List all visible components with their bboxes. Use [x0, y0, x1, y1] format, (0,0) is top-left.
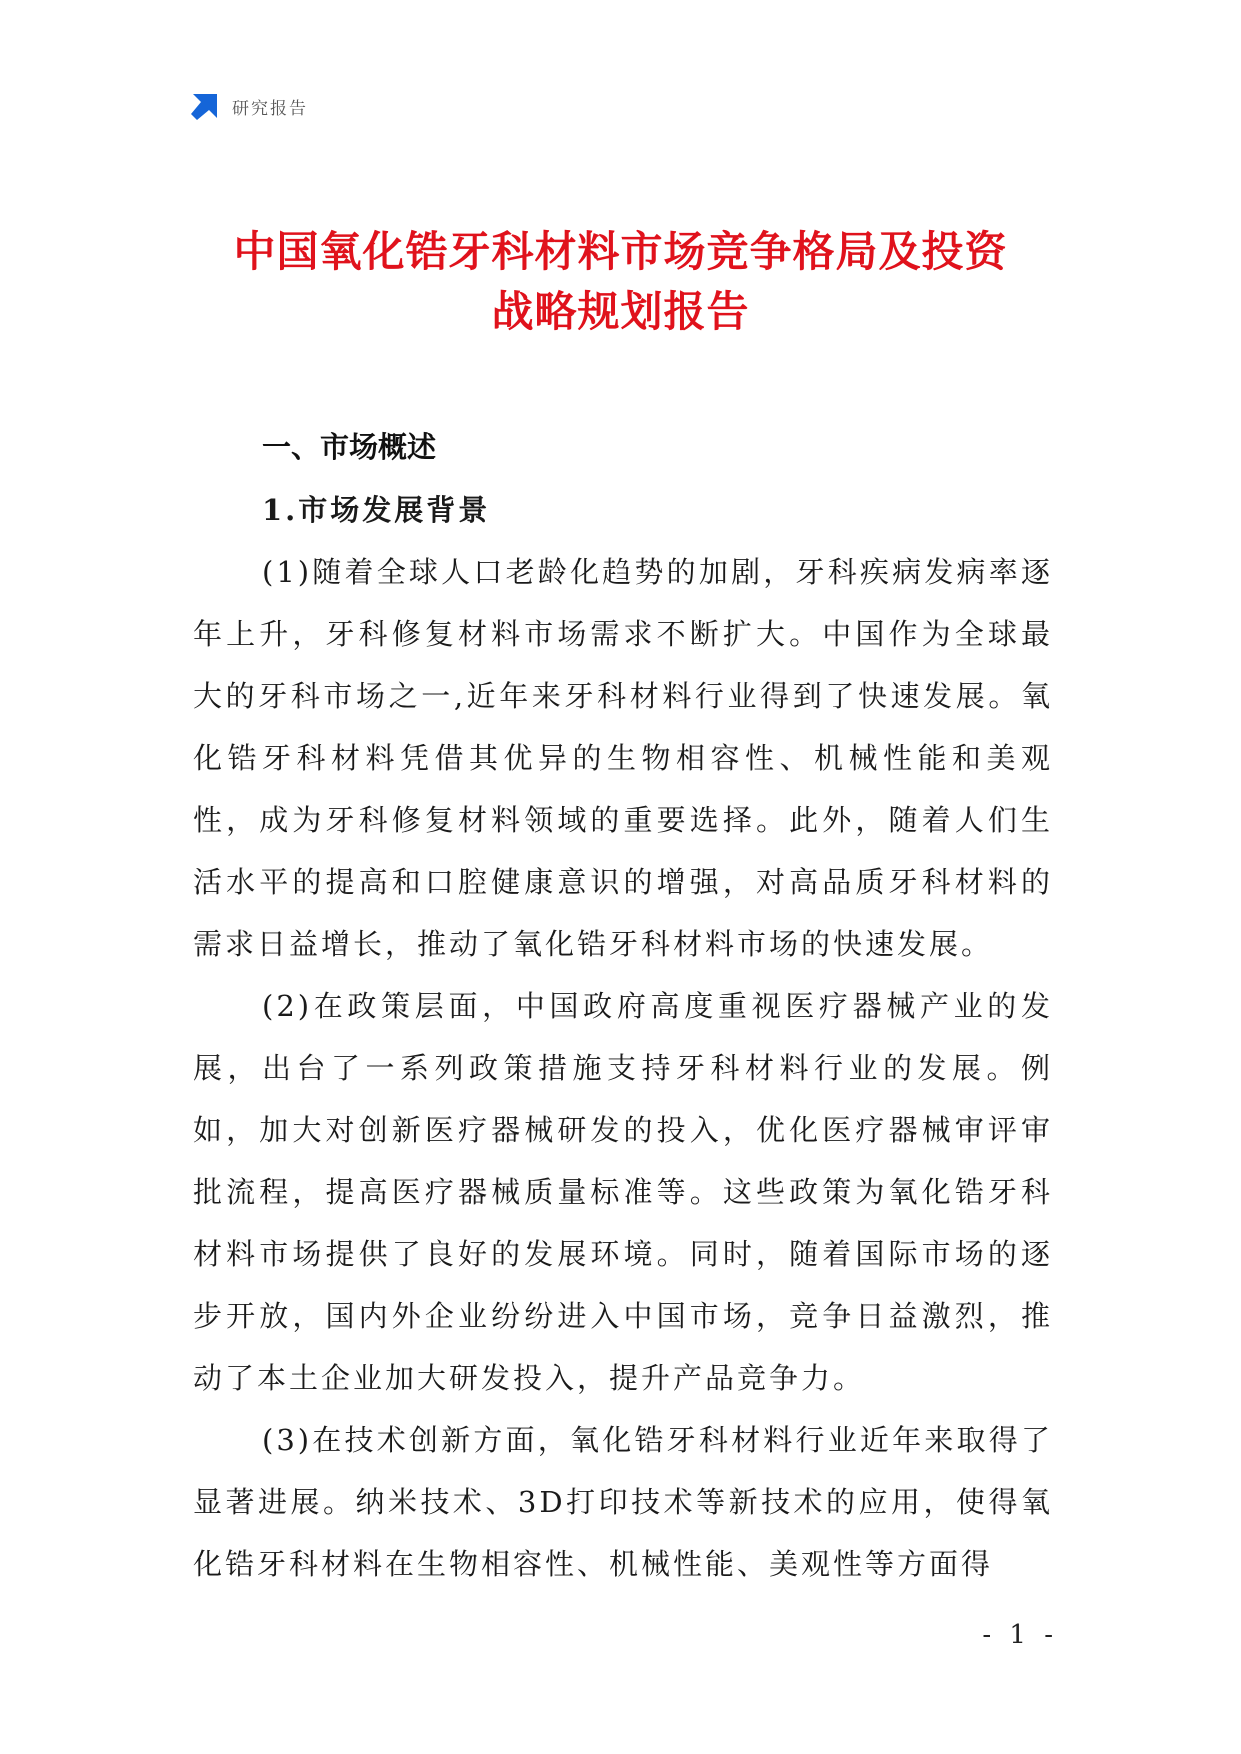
document-title: [120, 222, 1121, 342]
title-line-2: 战略规划报告: [491, 287, 750, 336]
header-label: 研究报告: [232, 98, 308, 119]
section-heading: 一、市场概述: [262, 430, 437, 464]
sub-heading: 1.市场发展背景: [262, 493, 491, 527]
title-line-1: 中国氧化锆牙科材料市场竞争格局及投资: [233, 227, 1008, 276]
paragraph-3: (3)在技术创新方面，氧化锆牙科材料行业近年来取得了显著进展。纳米技术、3D打印技术等新技术的应用，使得氧化锆牙科材料在生物相容性、机械性能、美观性等方面得: [193, 1423, 1053, 1581]
page-number: - 1 -: [982, 1620, 1058, 1650]
report-header: [190, 90, 308, 122]
arrow-up-right-icon: [190, 91, 220, 121]
paragraph-1: (1)随着全球人口老龄化趋势的加剧，牙科疾病发病率逐年上升，牙科修复材料市场需求不断扩大。中国作为全球最大的牙科市场之一,近年来牙科材料行业得到了快速发展。氧化锆牙科材料凭借其优异的生物相容性、机械性能和美观性，成为牙科修复材料领域的重要选择。此外，随着人们生活水平的提高和口腔健康意识的增强，对高品质牙科材料的需求日益增长，推动了氧化锆牙科材料市场的快速发展。: [193, 555, 1053, 961]
document-body: [193, 415, 1053, 1595]
paragraph-2: (2)在政策层面，中国政府高度重视医疗器械产业的发展，出台了一系列政策措施支持牙科材料行业的发展。例如，加大对创新医疗器械研发的投入，优化医疗器械审评审批流程，提高医疗器械质量标准等。这些政策为氧化锆牙科材料市场提供了良好的发展环境。同时，随着国际市场的逐步开放，国内外企业纷纷进入中国市场，竞争日益激烈，推动了本土企业加大研发投入，提升产品竞争力。: [193, 989, 1053, 1395]
